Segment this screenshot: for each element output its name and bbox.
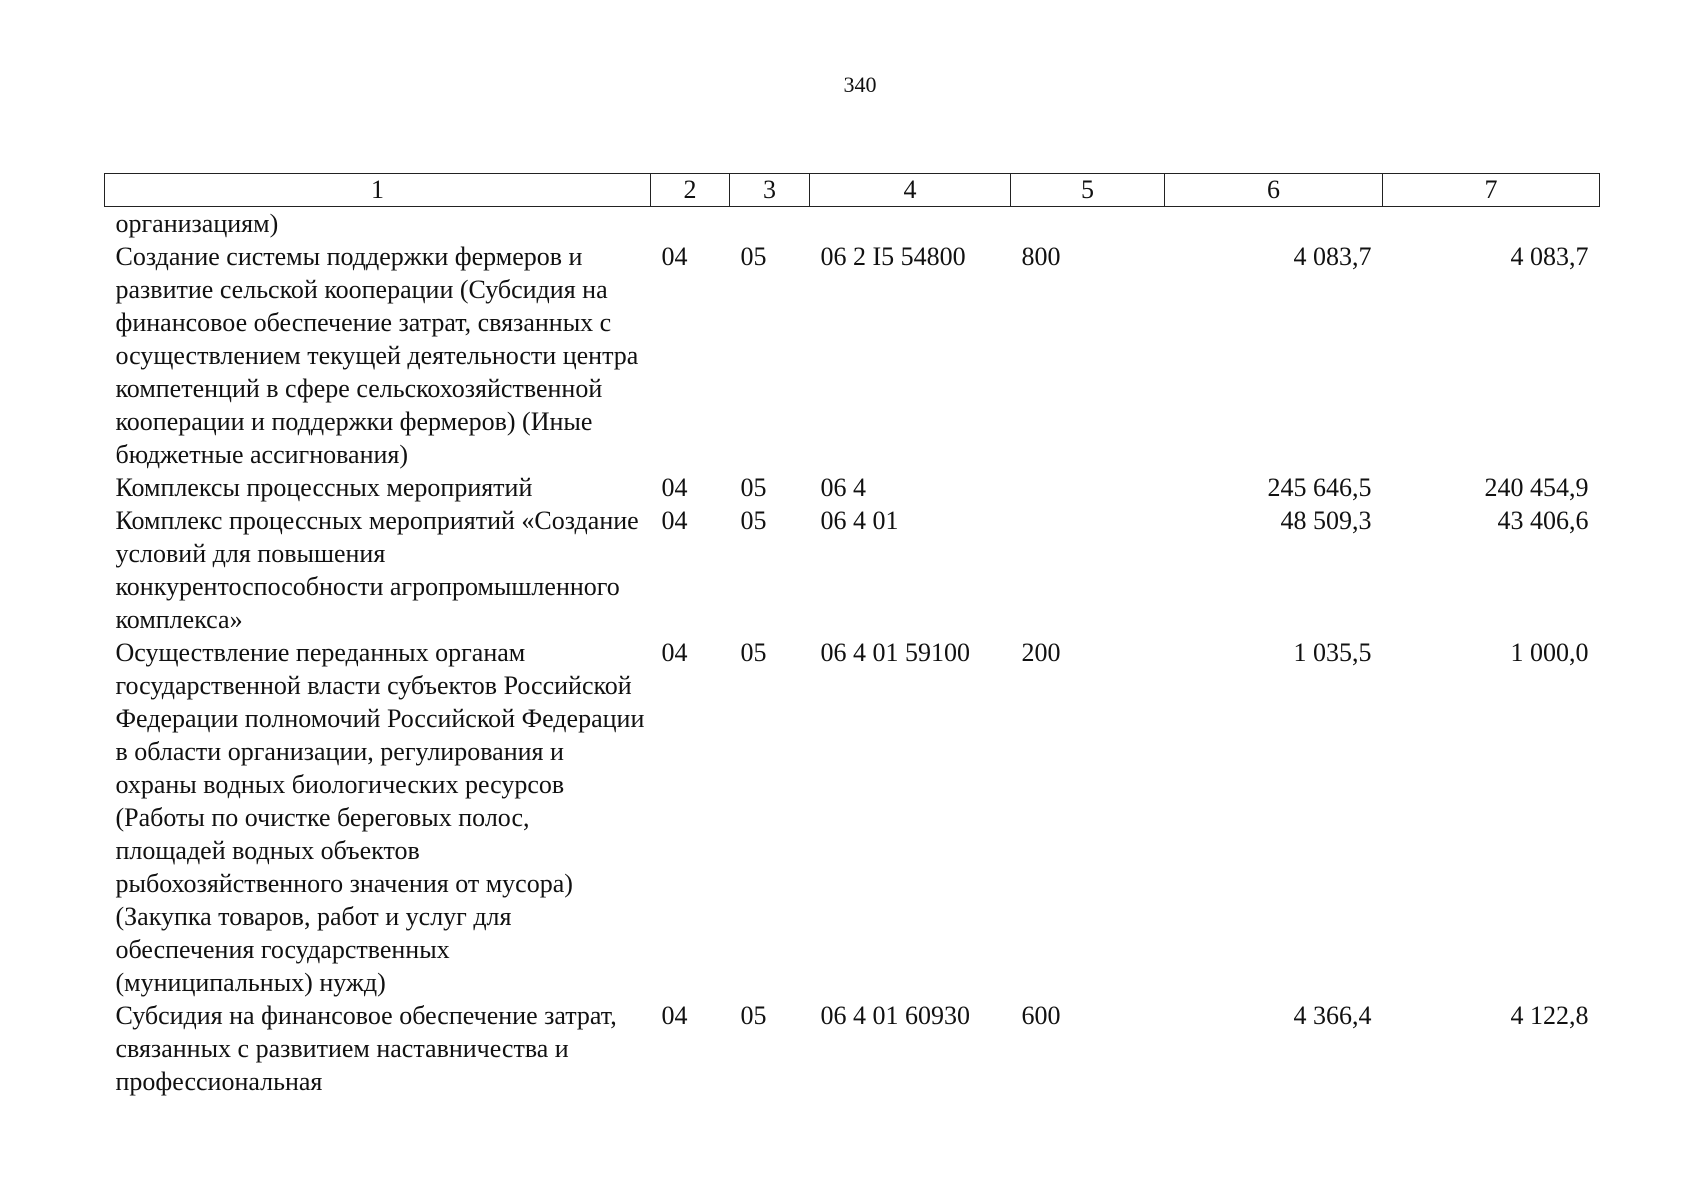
amount-col-6: 4 366,4 — [1293, 1001, 1372, 1030]
subsection-code: 05 — [740, 638, 767, 667]
item-name: Субсидия на финансовое обеспечение затрат, связанных с развитием наставничества и профессиональная — [115, 1001, 617, 1096]
column-header: 1 — [105, 174, 651, 207]
expense-type-code — [1011, 504, 1165, 636]
page-number: 340 — [843, 72, 877, 97]
target-article-code: 06 4 — [820, 473, 866, 502]
section-code: 04 — [661, 242, 688, 271]
target-article-code: 06 4 01 59100 — [820, 638, 970, 667]
table-row — [105, 999, 1600, 1098]
amount-col-7: 4 083,7 — [1510, 242, 1589, 271]
target-article-code: 06 2 I5 54800 — [820, 242, 966, 271]
table-row — [105, 504, 1600, 636]
column-header: 2 — [651, 174, 730, 207]
amount-col-7 — [1383, 207, 1600, 241]
column-header: 5 — [1011, 174, 1165, 207]
section-code — [651, 207, 730, 241]
amount-col-7: 240 454,9 — [1484, 473, 1589, 502]
section-code: 04 — [661, 473, 688, 502]
table-header-row — [105, 174, 1600, 207]
expense-type-code: 200 — [1021, 638, 1061, 667]
column-header: 7 — [1383, 174, 1600, 207]
subsection-code: 05 — [740, 1001, 767, 1030]
amount-col-6: 245 646,5 — [1267, 473, 1372, 502]
table-row — [105, 240, 1600, 471]
amount-col-6: 1 035,5 — [1293, 638, 1372, 667]
expense-type-code — [1011, 207, 1165, 241]
target-article-code: 06 4 01 — [820, 506, 899, 535]
column-header: 4 — [810, 174, 1011, 207]
amount-col-6: 4 083,7 — [1293, 242, 1372, 271]
column-header: 6 — [1165, 174, 1383, 207]
subsection-code: 05 — [740, 473, 767, 502]
target-article-code — [810, 207, 1011, 241]
item-name: организациям) — [115, 209, 279, 238]
expense-type-code: 600 — [1021, 1001, 1061, 1030]
item-name: Комплексы процессных мероприятий — [115, 473, 533, 502]
amount-col-7: 4 122,8 — [1510, 1001, 1589, 1030]
amount-col-6 — [1165, 207, 1383, 241]
amount-col-7: 43 406,6 — [1497, 506, 1589, 535]
item-name: Создание системы поддержки фермеров и развитие сельской кооперации (Субсидия на финансовое обеспечение затрат, связанных с осуществлением текущей деятельности центра компетенций в сфере сельскохозяйственной кооперации и поддержки фермеров) (Иные бюджетные ассигнования) — [115, 242, 639, 469]
item-name: Комплекс процессных мероприятий «Создание условий для повышения конкурентоспособности агропромышленного комплекса» — [115, 506, 639, 634]
amount-col-6: 48 509,3 — [1280, 506, 1372, 535]
subsection-code — [730, 207, 810, 241]
column-header: 3 — [730, 174, 810, 207]
target-article-code: 06 4 01 60930 — [820, 1001, 970, 1030]
expense-type-code — [1011, 471, 1165, 504]
section-code: 04 — [661, 1001, 688, 1030]
table-row — [105, 636, 1600, 999]
amount-col-7: 1 000,0 — [1510, 638, 1589, 667]
section-code: 04 — [661, 638, 688, 667]
table-row — [105, 471, 1600, 504]
subsection-code: 05 — [740, 506, 767, 535]
table-row — [105, 207, 1600, 241]
subsection-code: 05 — [740, 242, 767, 271]
expense-type-code: 800 — [1021, 242, 1061, 271]
section-code: 04 — [661, 506, 688, 535]
budget-table — [104, 173, 1600, 1098]
item-name: Осуществление переданных органам государственной власти субъектов Российской Федерации полномочий Российской Федерации в области организации, регулирования и охраны водных биологических ресурсов (Работы по очистке береговых полос, площадей водных объектов рыбохозяйственного значения от мусора) (Закупка товаров, работ и услуг для обеспечения государственных (муниципальных) нужд) — [115, 638, 645, 997]
